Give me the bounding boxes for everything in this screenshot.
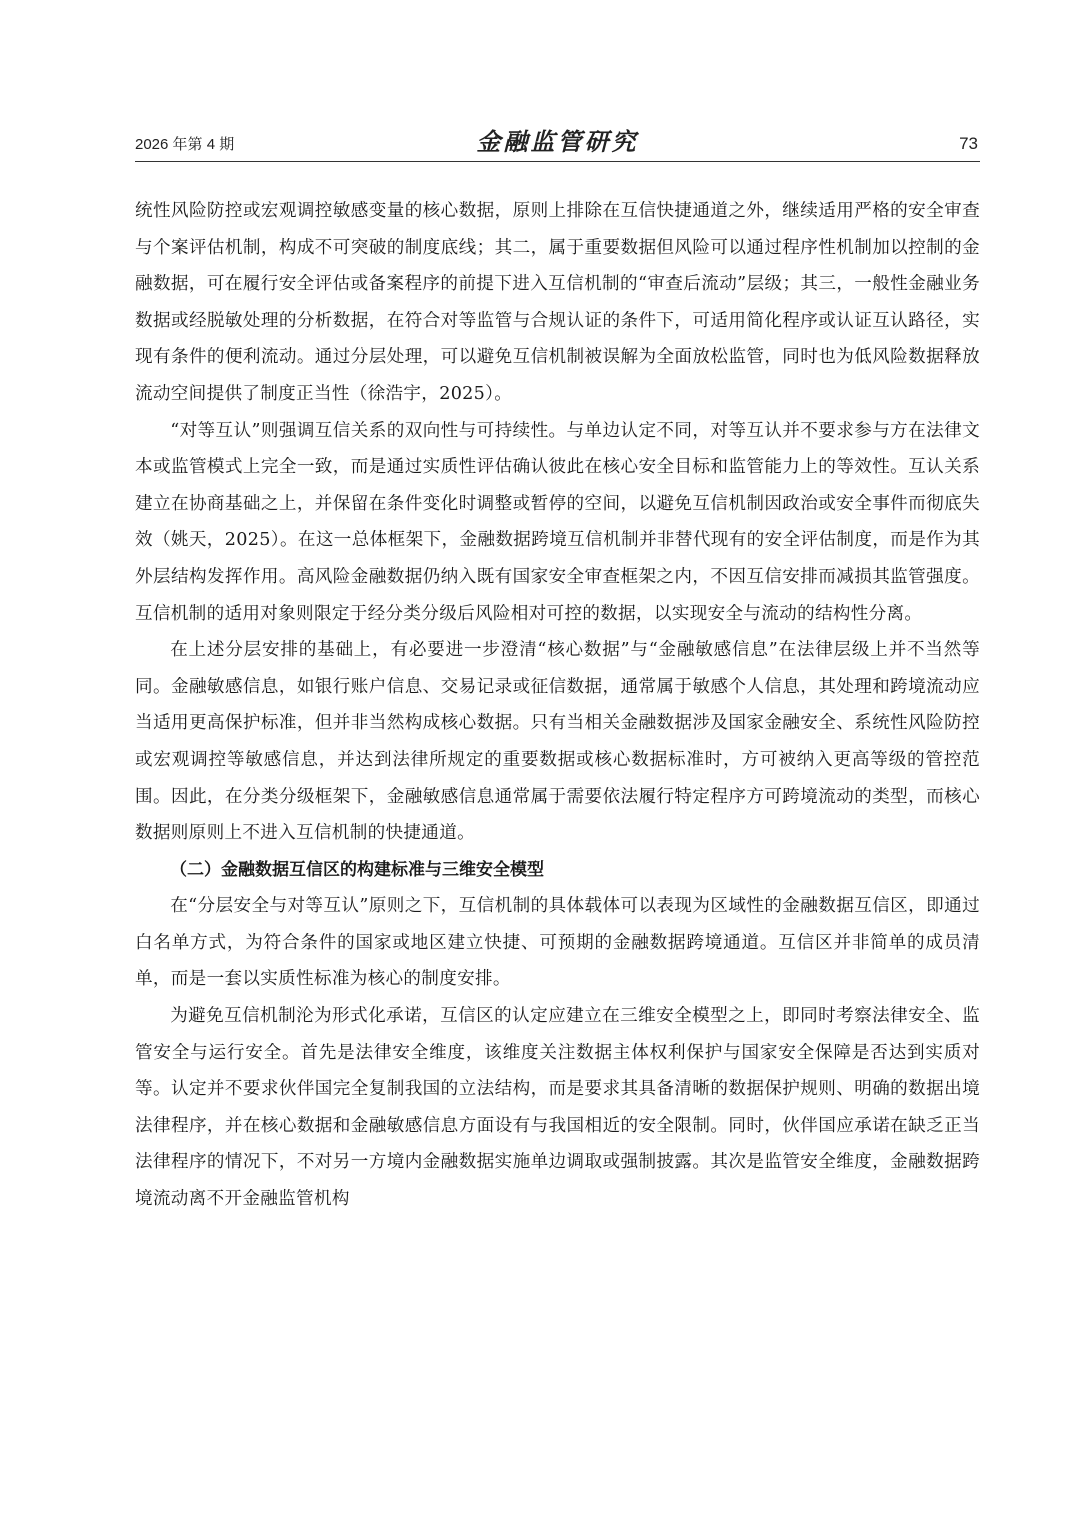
paragraph-continued: 统性风险防控或宏观调控敏感变量的核心数据，原则上排除在互信快捷通道之外，继续适用严格的安全审查与个案评估机制，构成不可突破的制度底线；其二，属于重要数据但风险可以通过程序性机制加以控制的金融数据，可在履行安全评估或备案程序的前提下进入互信机制的“审查后流动”层级；其三，一般性金融业务数据或经脱敏处理的分析数据，在符合对等监管与合规认证的条件下，可适用简化程序或认证互认路径，实现有条件的便利流动。通过分层处理，可以避免互信机制被误解为全面放松监管，同时也为低风险数据释放流动空间提供了制度正当性（徐浩宇，2025）。 [135, 201, 980, 404]
paragraph-security-model: 为避免互信机制沦为形式化承诺，互信区的认定应建立在三维安全模型之上，即同时考察法律安全、监管安全与运行安全。首先是法律安全维度，该维度关注数据主体权利保护与国家安全保障是否达到实质对等。认定并不要求伙伴国完全复制我国的立法结构，而是要求其具备清晰的数据保护规则、明确的数据出境法律程序，并在核心数据和金融敏感信息方面设有与我国相近的安全限制。同时，伙伴国应承诺在缺乏正当法律程序的情况下，不对另一方境内金融数据实施单边调取或强制披露。其次是监管安全维度，金融数据跨境流动离不开金融监管机构 [135, 1006, 980, 1210]
paragraph-trust-zone: 在“分层安全与对等互认”原则之下，互信机制的具体载体可以表现为区域性的金融数据互信区，即通过白名单方式，为符合条件的国家或地区建立快捷、可预期的金融数据跨境通道。互信区并非简单的成员清单，而是一套以实质性标准为核心的制度安排。 [135, 896, 980, 990]
article-body [135, 193, 980, 1218]
journal-title: 金融监管研究 [476, 127, 639, 156]
running-header [135, 128, 980, 162]
paragraph-core-data: 在上述分层安排的基础上，有必要进一步澄清“核心数据”与“金融敏感信息”在法律层级上并不当然等同。金融敏感信息，如银行账户信息、交易记录或征信数据，通常属于敏感个人信息，其处理和跨境流动应当适用更高保护标准，但并非当然构成核心数据。只有当相关金融数据涉及国家金融安全、系统性风险防控或宏观调控等敏感信息，并达到法律所规定的重要数据或核心数据标准时，方可被纳入更高等级的管控范围。因此，在分类分级框架下，金融敏感信息通常属于需要依法履行特定程序方可跨境流动的类型，而核心数据则原则上不进入互信机制的快捷通道。 [135, 640, 980, 844]
page-number: 73 [959, 134, 978, 153]
header-rule [135, 161, 980, 162]
issue-label: 2026 年第 4 期 [135, 136, 235, 153]
section-heading: （二）金融数据互信区的构建标准与三维安全模型 [170, 859, 544, 880]
paragraph-mutual-recognition: “对等互认”则强调互信关系的双向性与可持续性。与单边认定不同，对等互认并不要求参与方在法律文本或监管模式上完全一致，而是通过实质性评估确认彼此在核心安全目标和监管能力上的等效性。互认关系建立在协商基础之上，并保留在条件变化时调整或暂停的空间，以避免互信机制因政治或安全事件而彻底失效（姚天，2025）。在这一总体框架下，金融数据跨境互信机制并非替代现有的安全评估制度，而是作为其外层结构发挥作用。高风险金融数据仍纳入既有国家安全审查框架之内，不因互信安排而减损其监管强度。互信机制的适用对象则限定于经分类分级后风险相对可控的数据，以实现安全与流动的结构性分离。 [135, 420, 980, 624]
